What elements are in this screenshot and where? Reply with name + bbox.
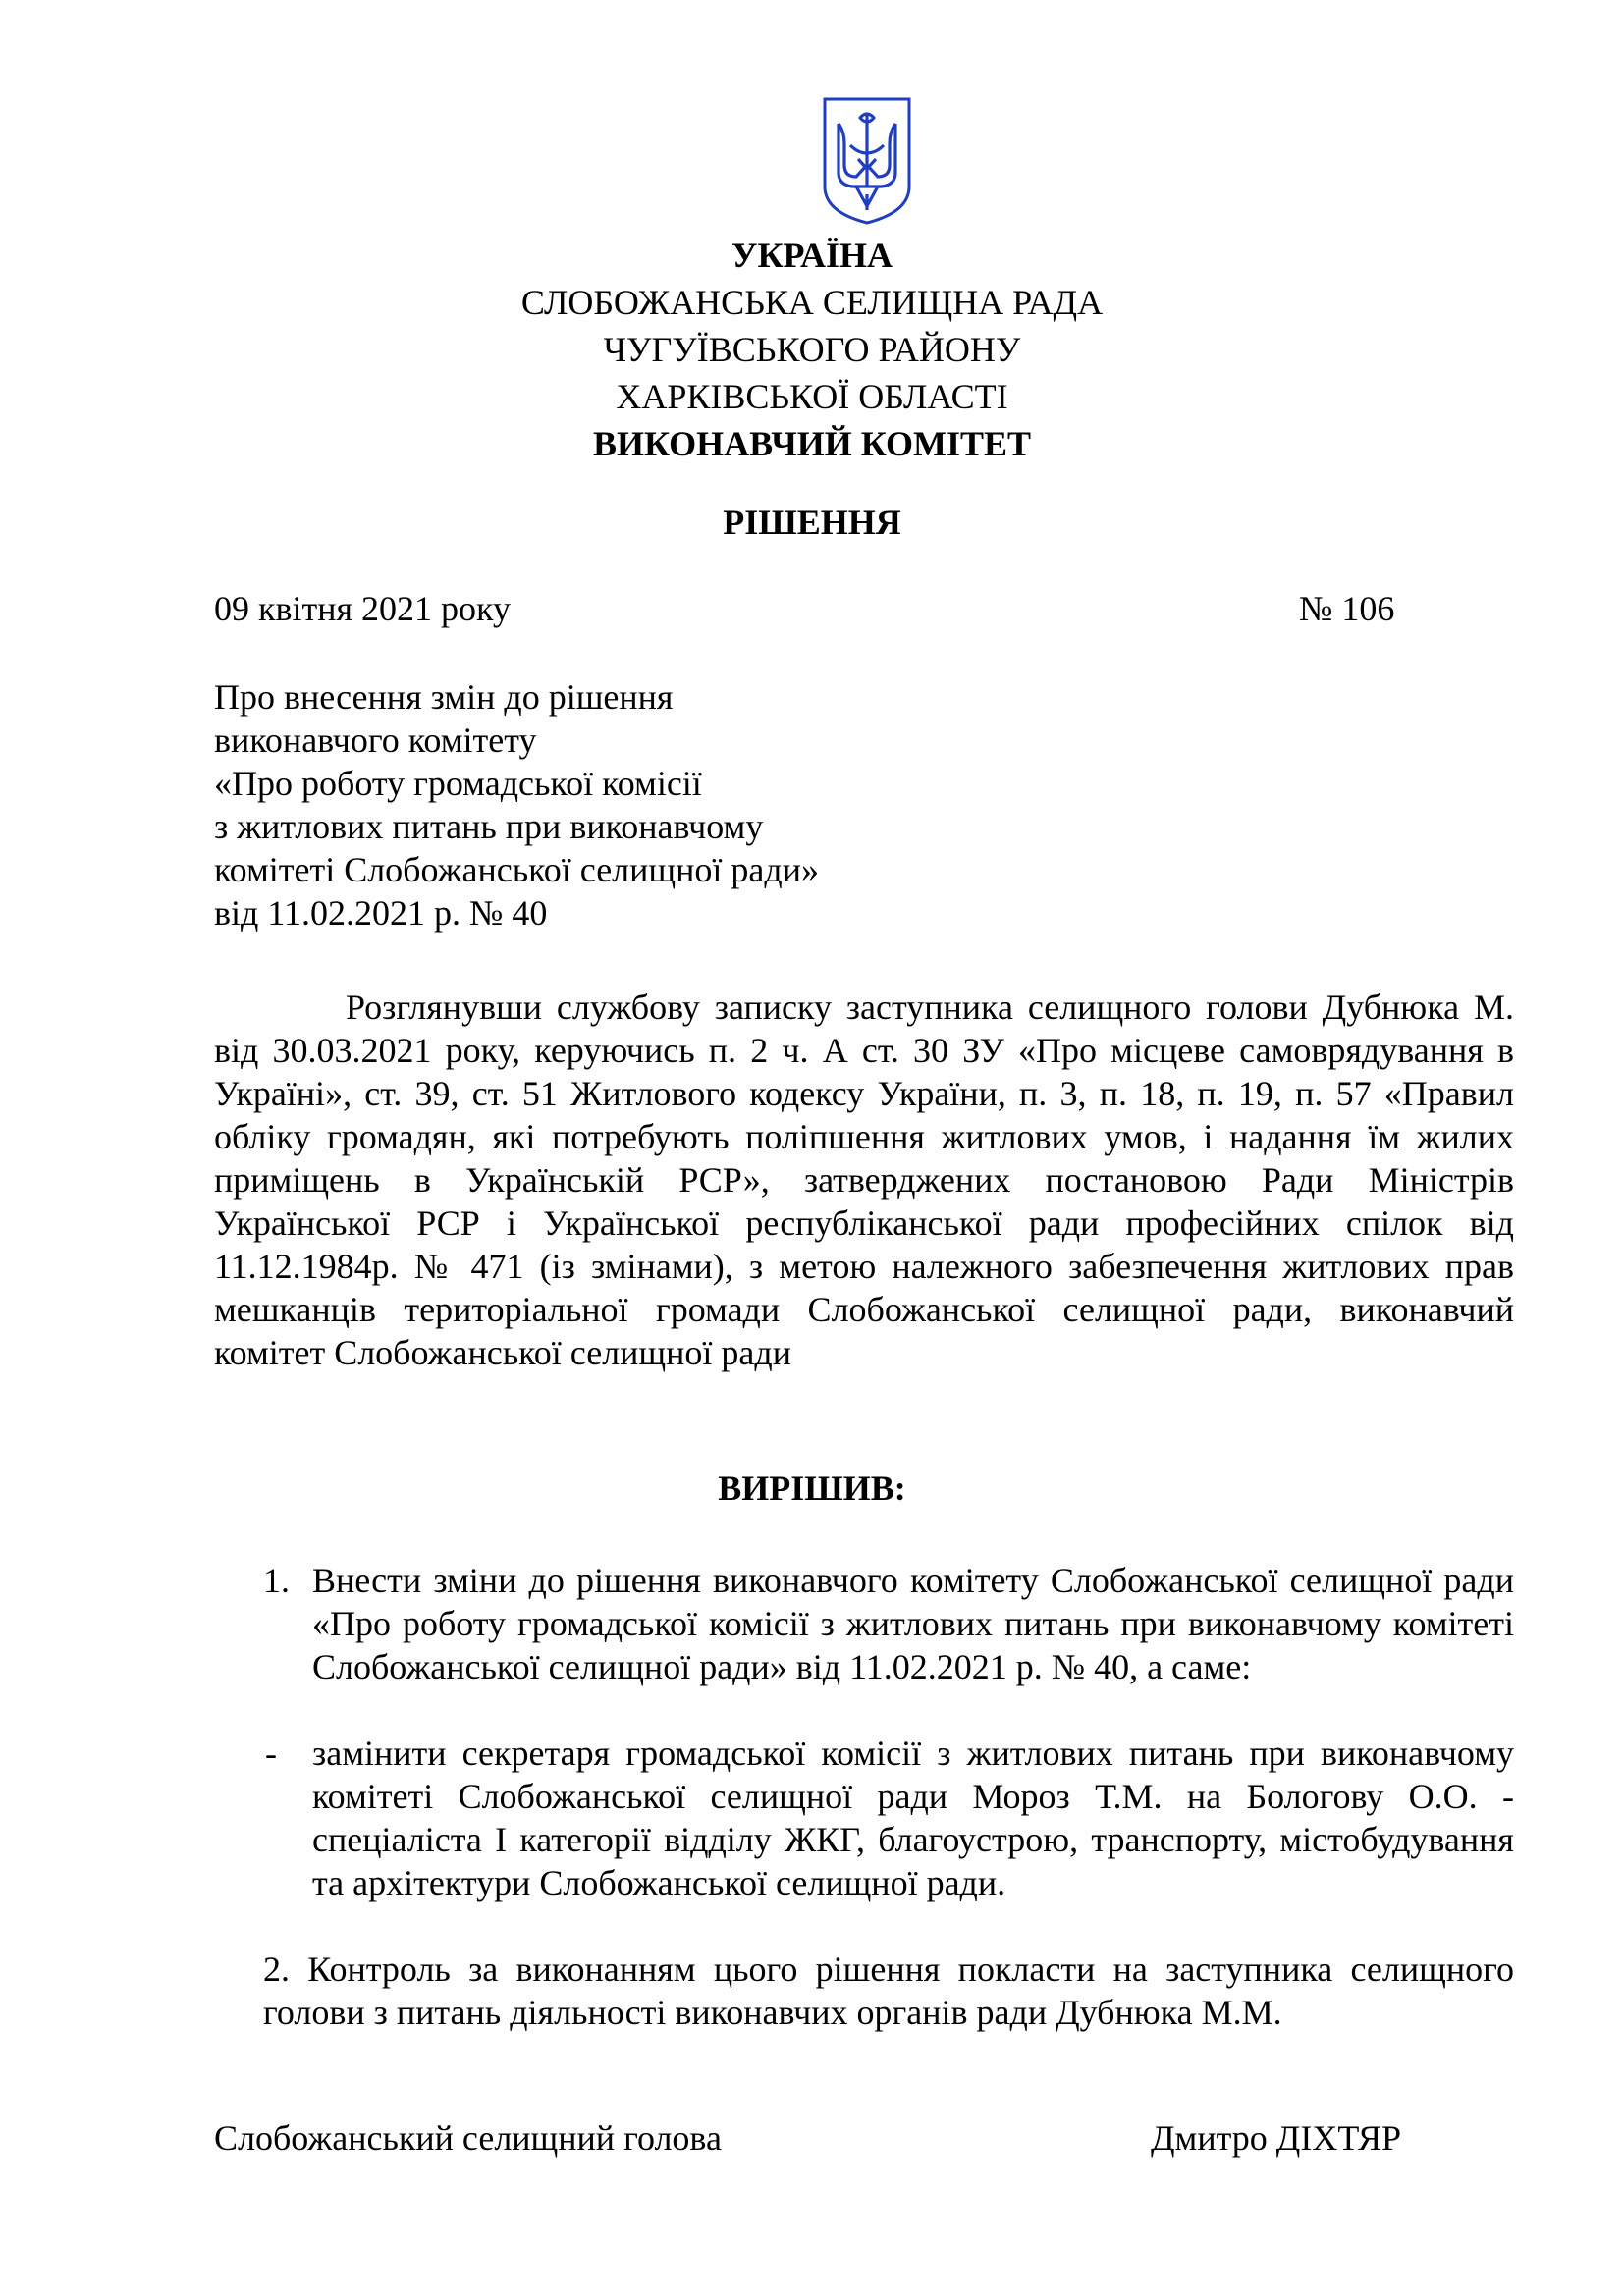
decision-date: 09 квітня 2021 року	[214, 589, 512, 628]
header	[0, 232, 1624, 467]
decided-heading: ВИРІШИВ:	[718, 1468, 906, 1508]
region-name: ХАРКІВСЬКОЇ ОБЛАСТІ	[616, 377, 1008, 416]
signature-name: Дмитро ДІХТЯР	[1151, 2118, 1401, 2158]
subject-line: «Про роботу громадської комісії	[214, 764, 702, 803]
coat-of-arms-icon	[821, 96, 913, 226]
council-name: СЛОБОЖАНСЬКА СЕЛИЩНА РАДА	[520, 283, 1104, 322]
decision-item	[263, 1948, 1514, 2034]
item-marker: 2.	[263, 1949, 290, 1989]
district-name: ЧУГУЇВСЬКОГО РАЙОНУ	[603, 330, 1021, 369]
subject-line: виконавчого комітету	[214, 721, 537, 760]
preamble-paragraph: Розглянувши службову записку заступника селищного голови Дубнюка М. від 30.03.2021 року, керуючись п. 2 ч. А ст. 30 ЗУ «Про місцеве самоврядування в Україні», ст. 39, ст. 51 Житлового кодексу України, п. 3, п. 18, п. 19, п. 57 «Правил обліку громадян, які потребують поліпшення житлових умов, і надання їм жилих приміщень в Українській РСР», затверджених постановою Ради Міністрів Української РСР і Української республіканської ради професійних спілок від 11.12.1984р. № 471 (із змінами), з метою належного забезпечення житлових прав мешканців територіальної громади Слобожанської селищної ради, виконавчий комітет Слобожанської селищної ради	[214, 988, 1514, 1372]
decision-item-text: Контроль за виконанням цього рішення покласти на заступника селищного голови з питань діяльності виконавчих органів ради Дубнюка М.М.	[263, 1949, 1515, 2032]
document-type: РІШЕННЯ	[723, 503, 901, 542]
item-marker: 1.	[263, 1561, 290, 1600]
decision-item: Внести зміни до рішення виконавчого комітету Слобожанської селищної ради «Про роботу громадської комісії з житлових питань при виконавчому комітеті Слобожанської селищної ради» від 11.02.2021 р. № 40, а саме:	[312, 1561, 1514, 1686]
subject-line: комітеті Слобожанської селищної ради»	[214, 850, 819, 889]
subject-line: з житлових питань при виконавчому	[214, 807, 764, 846]
decision-number: № 106	[1299, 589, 1395, 628]
signature-position: Слобожанський селищний голова	[214, 2118, 722, 2158]
decision-item: замінити секретаря громадської комісії з житлових питань при виконавчому комітеті Слобожанської селищної ради Мороз Т.М. на Бологову О.О. - спеціаліста І категорії відділу ЖКГ, благоустрою, транспорту, містобудування та архітектури Слобожанської селищної ради.	[312, 1734, 1514, 1902]
item-marker: -	[265, 1734, 277, 1773]
subject-line: від 11.02.2021 р. № 40	[214, 893, 548, 933]
subject-line: Про внесення змін до рішення	[214, 677, 674, 717]
country-title: УКРАЇНА	[731, 236, 893, 275]
committee-name: ВИКОНАВЧИЙ КОМІТЕТ	[592, 424, 1032, 463]
